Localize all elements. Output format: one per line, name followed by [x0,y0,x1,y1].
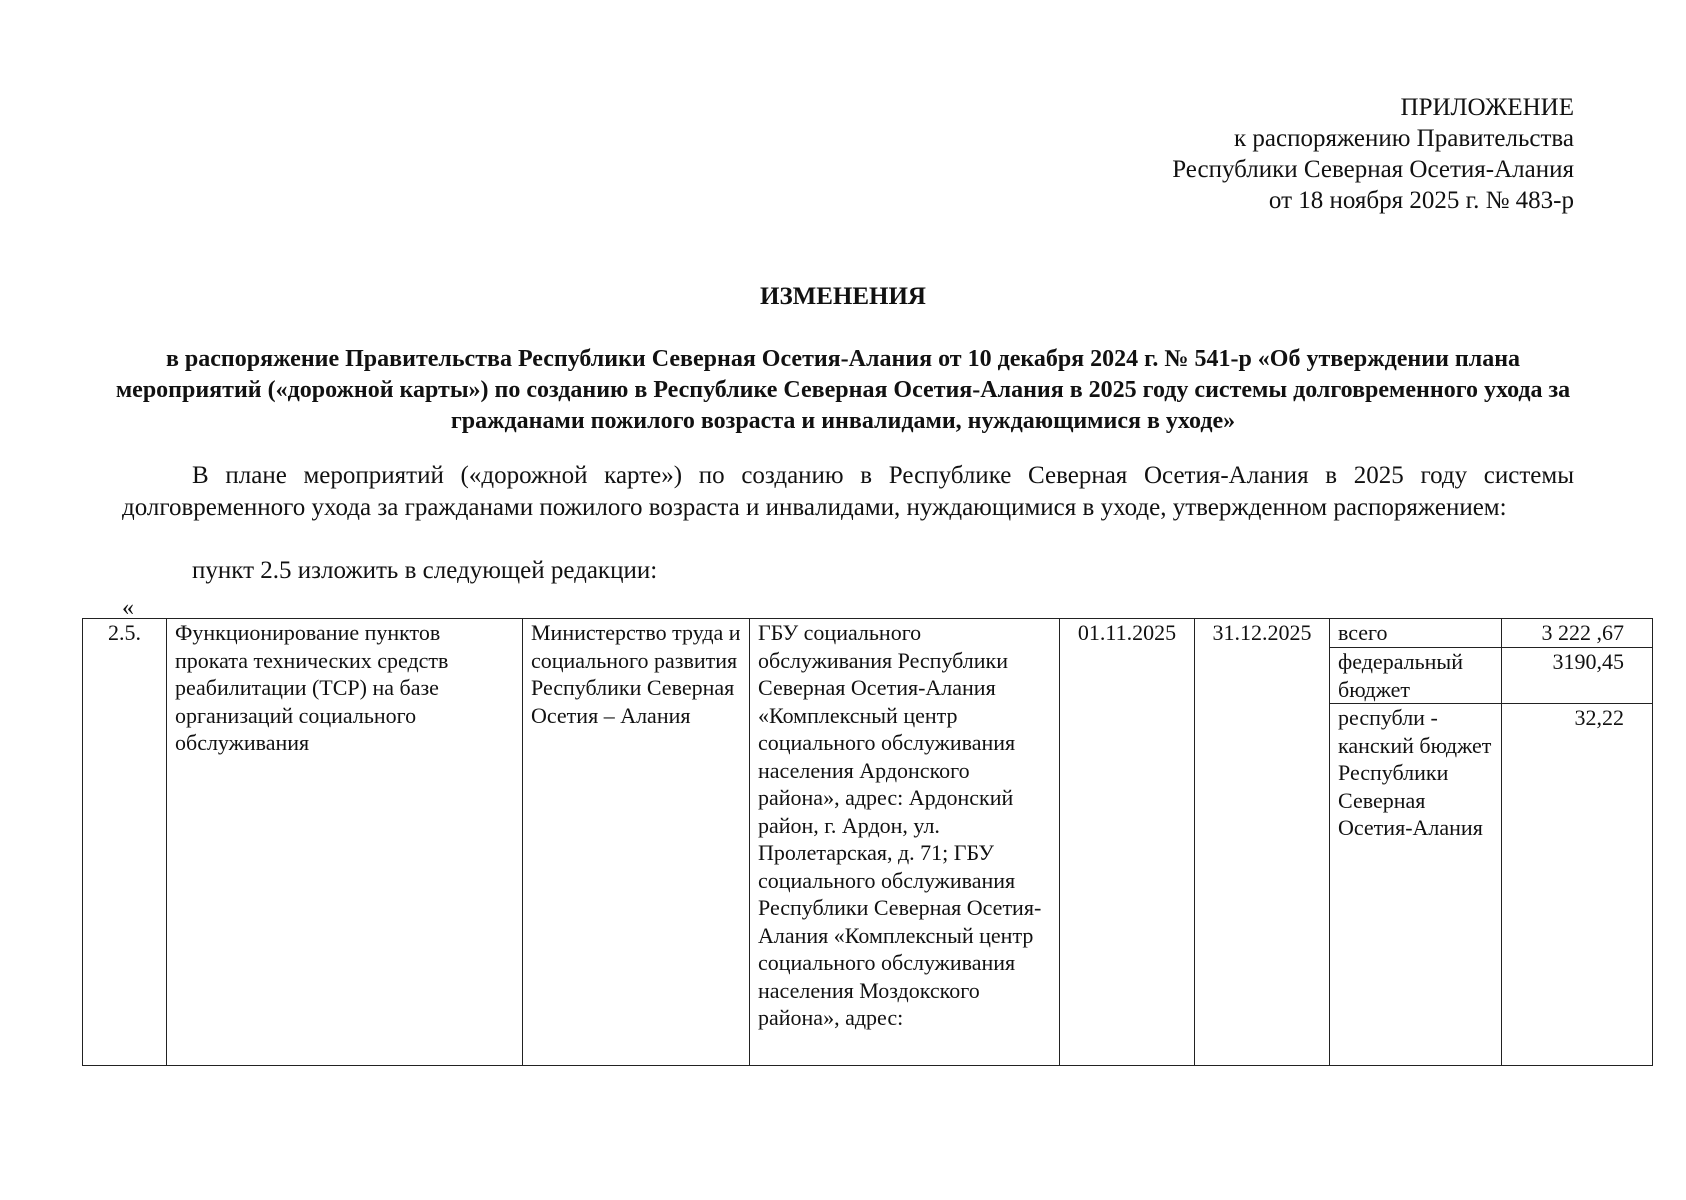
funding-source-cell: всего [1330,619,1502,648]
document-subtitle: в распоряжение Правительства Республики Северная Осетия-Алания от 10 декабря 2024 г. № 541-р «Об утверждении плана мероприятий («дорожной карты») по созданию в Республике Северная Осетия-Алания в 2025 году системы долговременного ухода за гражданами пожилого возраста и инвалидами, нуждающимися в уходе» [115,346,1571,434]
item-instruction: пункт 2.5 изложить в следующей редакции: [192,557,658,584]
funding-source-cell: федеральный бюджет [1330,648,1502,704]
funding-amount-cell: 3190,45 [1502,648,1653,704]
appendix-date-line: от 18 ноября 2025 г. № 483-р [1268,187,1574,214]
body-text [122,460,1574,524]
appendix-header [1172,92,1574,216]
funding-amount-cell: 3 222 ,67 [1502,619,1653,648]
activity-cell: Функционирование пунктов проката технических средств реабилитации (ТСР) на базе организаций социального обслуживания [167,619,523,1066]
executors-cell: ГБУ социального обслуживания Республики Северная Осетия-Алания «Комплексный центр социального обслуживания населения Ардонского района», адрес: Ардонский район, г. Ардон, ул. Пролетарская, д. 71; ГБУ социального обслуживания Республики Северная Осетия-Алания «Комплексный центр социального обслуживания населения Моздокского района», адрес: [750,619,1060,1066]
start-date-cell: 01.11.2025 [1060,619,1195,1066]
appendix-label: ПРИЛОЖЕНИЕ [1400,94,1574,121]
plan-table [82,618,1653,1066]
table-row [83,619,1653,648]
appendix-ref-line: Республики Северная Осетия-Алания [1172,156,1574,183]
funding-source-cell: республи - канский бюджет Республики Северная Осетия-Алания [1330,704,1502,1066]
funding-amount-cell: 32,22 [1502,704,1653,1066]
end-date-cell: 31.12.2025 [1195,619,1330,1066]
body-paragraph: В плане мероприятий («дорожной карте») по созданию в Республике Северная Осетия-Алания в 2025 году системы долговременного ухода за гражданами пожилого возраста и инвалидами, нуждающимися в уходе, утвержденном распоряжением: [122,462,1574,521]
opening-quote: « [122,595,134,621]
item-number-cell: 2.5. [83,619,167,1066]
appendix-ref-line: к распоряжению Правительства [1233,125,1574,152]
document-title: ИЗМЕНЕНИЯ [760,283,926,310]
responsible-cell: Министерство труда и социального развития Республики Северная Осетия – Алания [523,619,750,1066]
